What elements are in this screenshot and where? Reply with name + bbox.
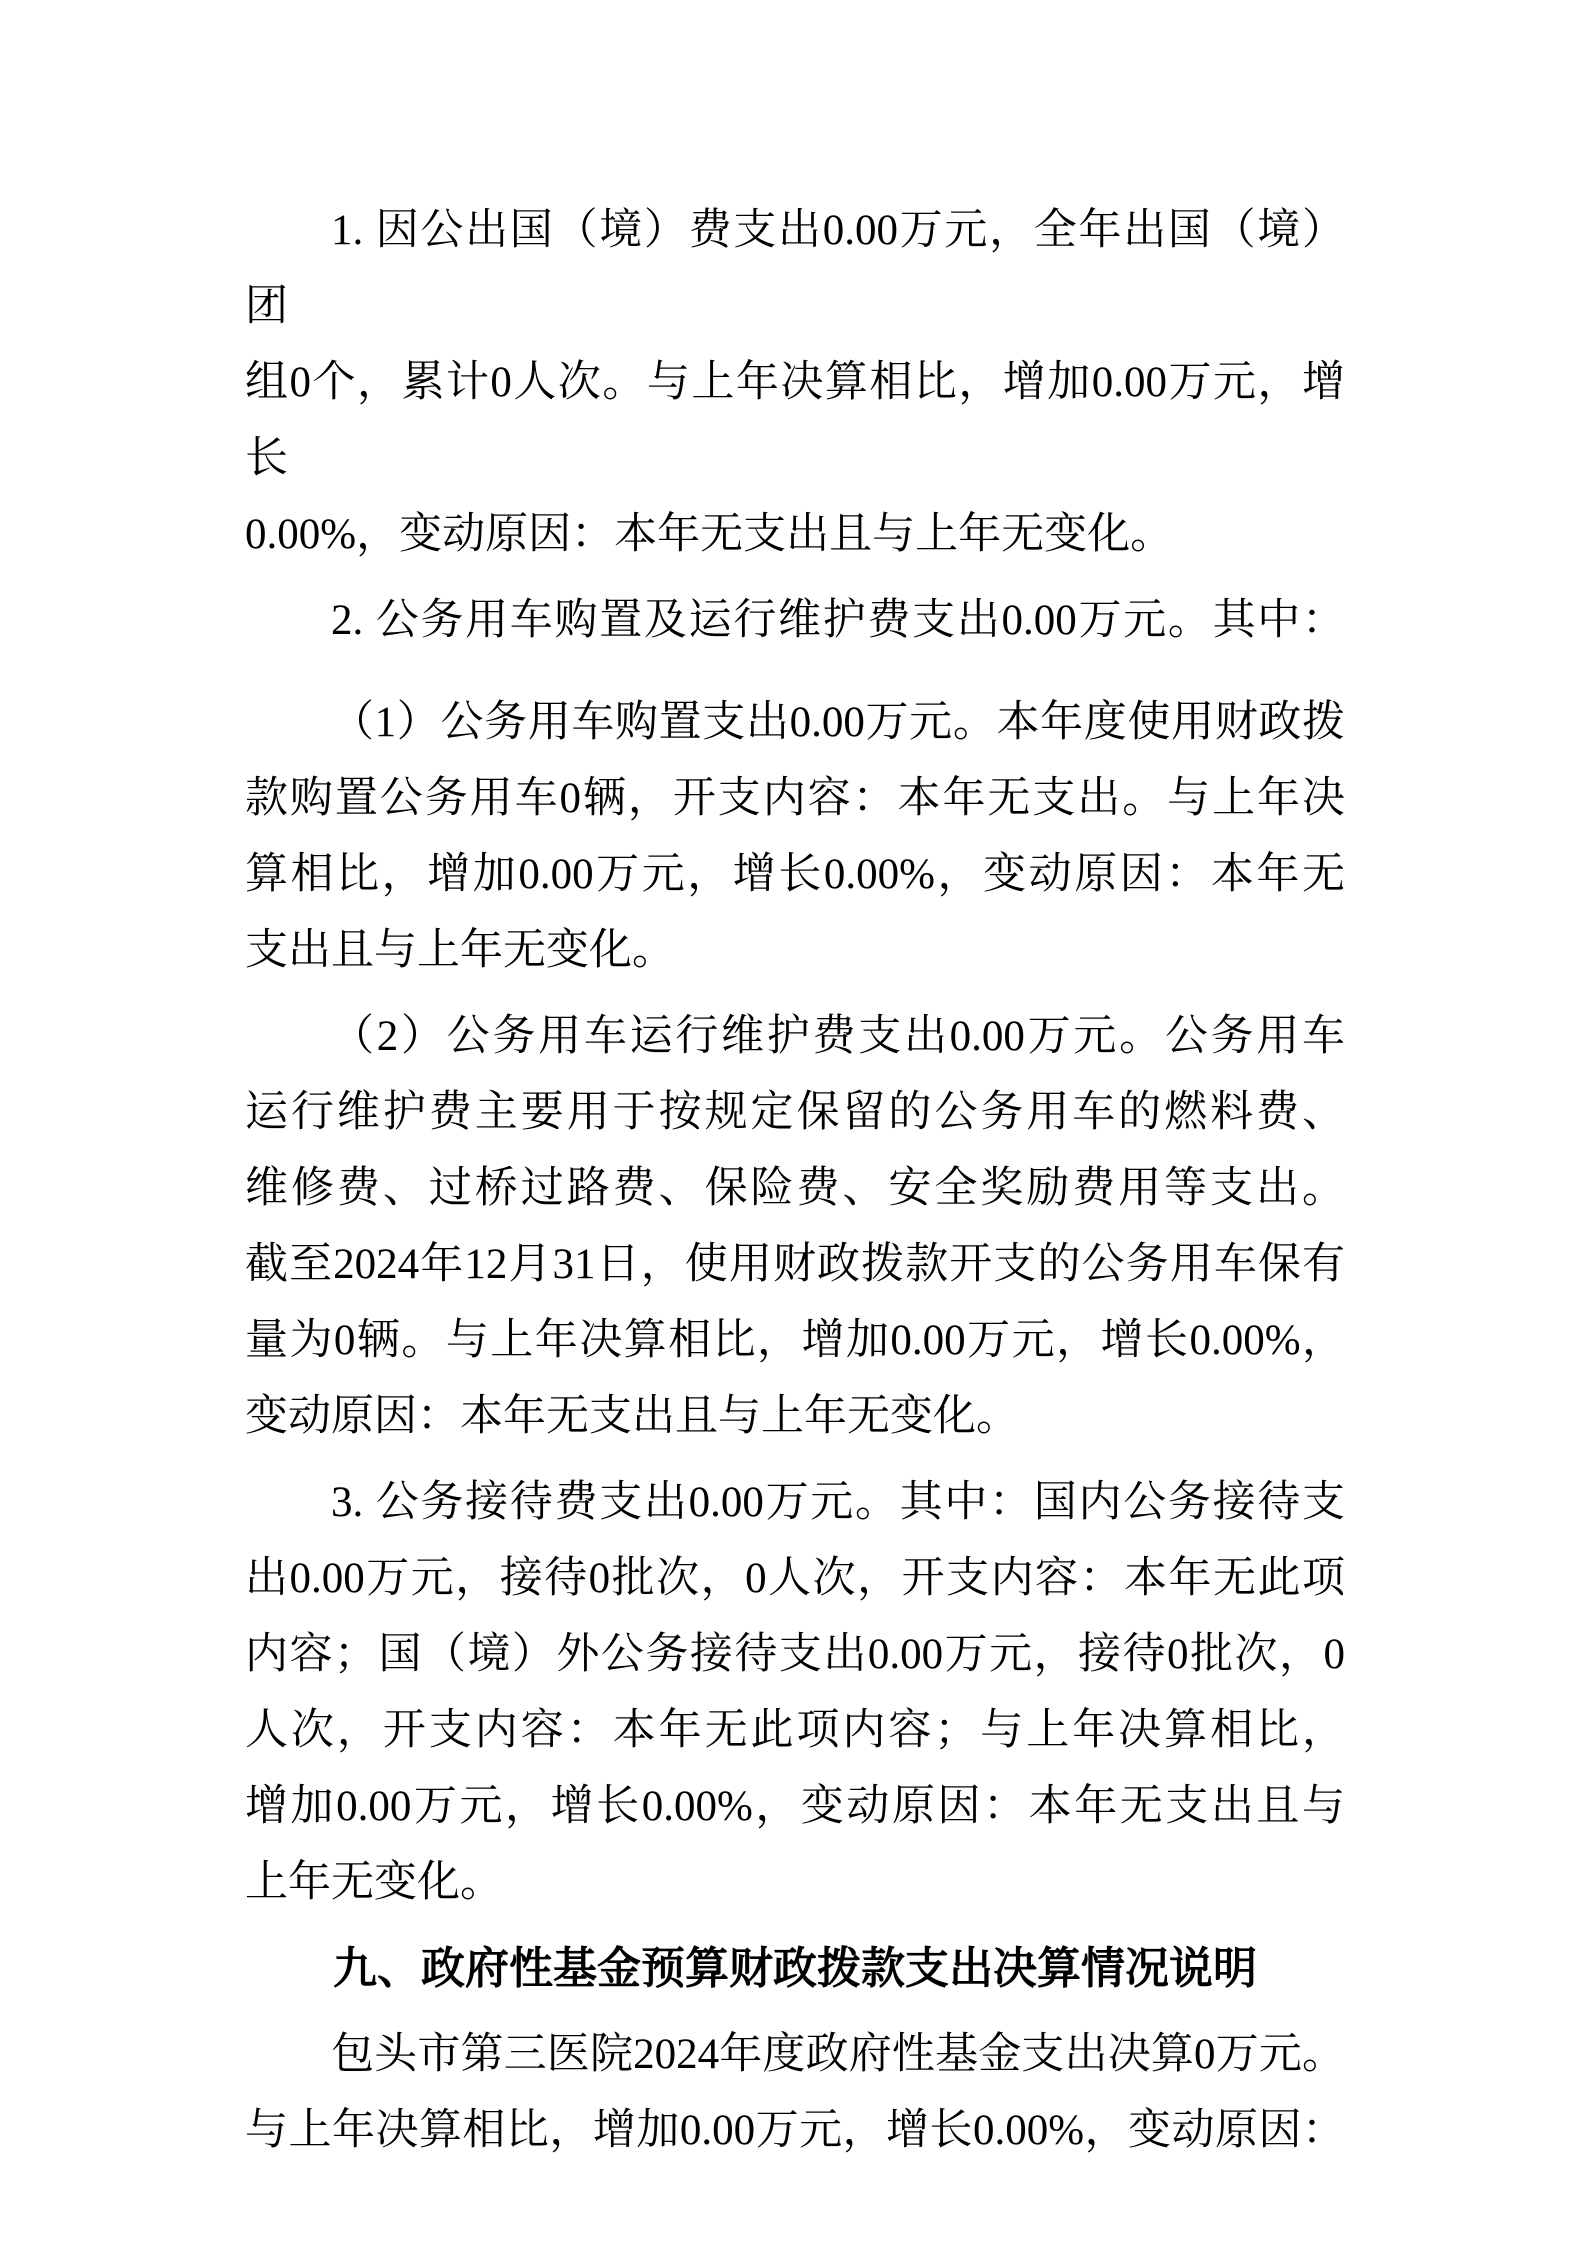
text-line: 人次，开支内容：本年无此项内容；与上年决算相比， — [245, 1707, 1345, 1754]
text-line: 支出且与上年无变化。 — [245, 927, 675, 974]
body-paragraph — [245, 2017, 1345, 2169]
text-line: 内容；国（境）外公务接待支出0.00万元，接待0批次，0 — [245, 1631, 1345, 1678]
body-paragraph — [245, 999, 1345, 1455]
text-line: 0.00%，变动原因：本年无支出且与上年无变化。 — [245, 511, 1174, 558]
text-line: 2. 公务用车购置及运行维护费支出0.00万元。其中： — [331, 597, 1345, 644]
text-line: 维修费、过桥过路费、保险费、安全奖励费用等支出。 — [245, 1165, 1345, 1212]
text-line: 上年无变化。 — [245, 1859, 503, 1906]
text-line: 款购置公务用车0辆，开支内容：本年无支出。与上年决 — [245, 775, 1345, 822]
body-paragraph — [245, 193, 1345, 573]
text-line: 组0个，累计0人次。与上年决算相比，增加0.00万元，增长 — [245, 359, 1345, 482]
text-line: 算相比，增加0.00万元，增长0.00%，变动原因：本年无 — [245, 851, 1345, 898]
text-line: （1）公务用车购置支出0.00万元。本年度使用财政拨 — [331, 699, 1345, 746]
text-line: 变动原因：本年无支出且与上年无变化。 — [245, 1393, 1019, 1440]
text-line: 1. 因公出国（境）费支出0.00万元，全年出国（境）团 — [245, 207, 1345, 330]
body-paragraph — [245, 583, 1345, 659]
text-line: 包头市第三医院2024年度政府性基金支出决算0万元。 — [331, 2031, 1345, 2078]
text-line: 出0.00万元，接待0批次，0人次，开支内容：本年无此项 — [245, 1555, 1345, 1602]
text-line: 运行维护费主要用于按规定保留的公务用车的燃料费、 — [245, 1089, 1345, 1136]
section-heading — [245, 1931, 1345, 2007]
text-line: 与上年决算相比，增加0.00万元，增长0.00%，变动原因： — [245, 2107, 1345, 2154]
text-line: 量为0辆。与上年决算相比，增加0.00万元，增长0.00%， — [245, 1317, 1345, 1364]
text-line: 截至2024年12月31日，使用财政拨款开支的公务用车保有 — [245, 1241, 1345, 1288]
document-body — [245, 193, 1345, 2169]
text-line: 3. 公务接待费支出0.00万元。其中：国内公务接待支 — [331, 1479, 1345, 1526]
body-paragraph — [245, 1465, 1345, 1921]
text-line: 增加0.00万元，增长0.00%，变动原因：本年无支出且与 — [245, 1783, 1345, 1830]
text-line: （2）公务用车运行维护费支出0.00万元。公务用车 — [331, 1013, 1345, 1060]
body-paragraph — [245, 685, 1345, 989]
section-heading-text: 九、政府性基金预算财政拨款支出决算情况说明 — [333, 1944, 1257, 1993]
